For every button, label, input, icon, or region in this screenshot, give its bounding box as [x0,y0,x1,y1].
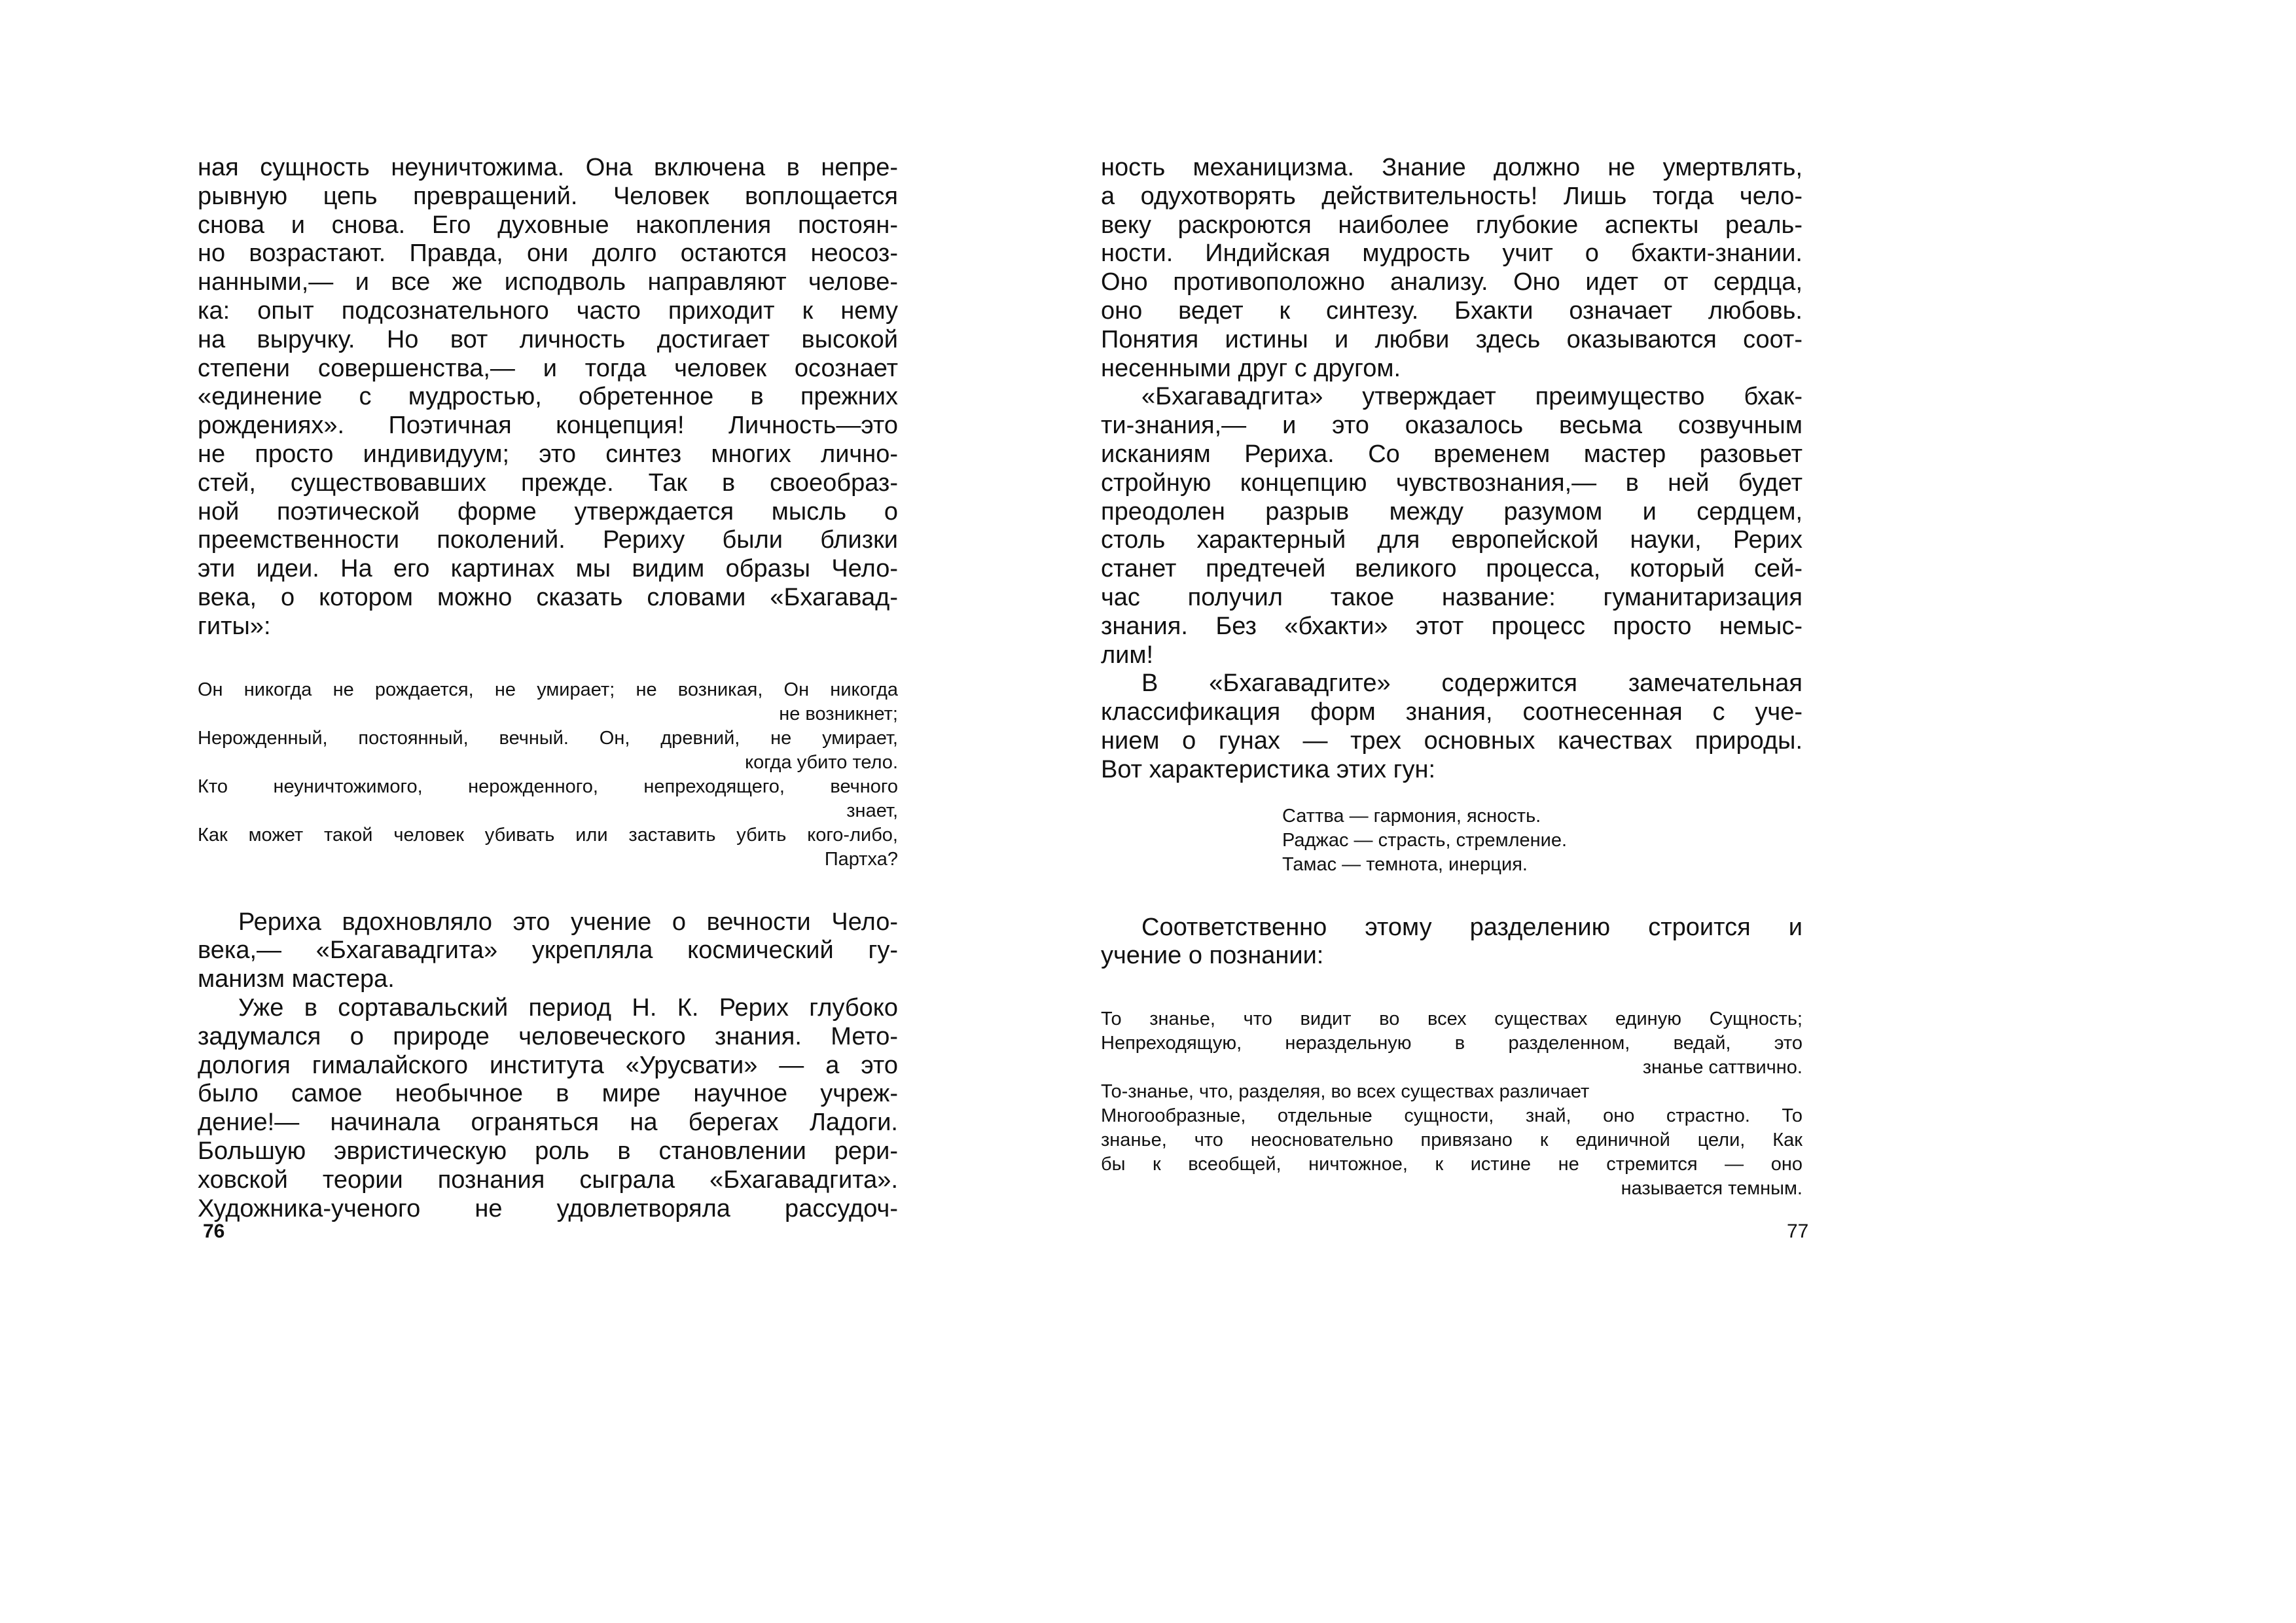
page-number-right: 77 [1787,1221,1809,1242]
text-line: задумался о природе человеческого знания. Мето- [198,1022,898,1050]
text-line: века, о котором можно сказать словами «Бхагавад- [198,583,898,611]
text-line: нанными,— и все же исподволь направляют челове- [198,268,898,296]
text-line: Соответственно этому разделению строится и [1141,913,1803,941]
text-line: Понятия истины и любви здесь оказываются соот- [1101,325,1803,353]
text-line: не просто индивидуум; это синтез многих лично- [198,440,898,468]
guna-item: Саттва — гармония, ясность. [1282,805,1541,827]
text-line: столь характерный для европейской науки, Рерих [1101,526,1803,554]
left-page [198,154,898,1223]
guna-item: Тамас — темнота, инерция. [1282,853,1528,875]
text-line: рывную цепь превращений. Человек воплощается [198,182,898,210]
right-paragraph-1 [1101,154,1803,383]
text-line: степени совершенства,— и тогда человек осознает [198,354,898,382]
text-line: веку раскроются наиболее глубокие аспекты реаль- [1101,211,1803,239]
guna-item: Раджас — страсть, стремление. [1282,829,1568,851]
verse-line: Нерожденный, постоянный, вечный. Он, древний, не умирает, [198,727,898,749]
verse-line: знанье, что неосновательно привязано к единичной цели, Как [1101,1130,1803,1151]
verse-line: Он никогда не рождается, не умирает; не возникая, Он никогда [198,679,898,700]
text-line: Оно противоположно анализу. Оно идет от сердца, [1101,268,1803,296]
text-line: манизм мастера. [198,965,395,993]
verse-line: когда убито тело. [745,751,898,773]
text-line: Большую эвристическую роль в становлении рери- [198,1137,898,1165]
text-line: станет предтечей великого процесса, который сей- [1101,555,1803,583]
text-line: ная сущность неуничтожима. Она включена в непре- [198,154,898,181]
verse-line: знанье саттвично. [1642,1057,1803,1079]
text-line: Рериха вдохновляло это учение о вечности Чело- [238,908,898,936]
text-line: рождениях». Поэтичная концепция! Личность—это [198,412,898,440]
verse-line: знает, [846,800,898,821]
text-line: несенными друг с другом. [1101,354,1401,382]
text-line: эти идеи. На его картинах мы видим образы Чело- [198,555,898,583]
text-line: оно ведет к синтезу. Бхакти означает любовь. [1101,296,1803,325]
text-line: исканиям Рериха. Со временем мастер разовьет [1101,440,1803,468]
page-number-left: 76 [203,1221,225,1242]
text-line: Вот характеристика этих гун: [1101,755,1436,783]
text-line: а одухотворять действительность! Лишь тогда чело- [1101,182,1803,210]
left-paragraph-2 [198,908,898,994]
right-paragraph-3 [1101,669,1803,784]
gunas-list [1101,804,1803,877]
verse-line: называется темным. [1621,1178,1803,1200]
verse-line: Как может такой человек убивать или заставить убить кого-либо, [198,824,898,846]
text-line: нием о гунах — трех основных качествах природы. [1101,726,1803,755]
text-line: ной поэтической форме утверждается мысль о [198,497,898,526]
text-line: стройную концепцию чувствознания,— в ней будет [1101,469,1803,497]
verse-line: Партха? [824,848,898,870]
text-line: преодолен разрыв между разумом и сердцем, [1101,497,1803,526]
text-line: стей, существовавших прежде. Так в своеобраз- [198,469,898,497]
text-line: час получил такое название: гуманитаризация [1101,583,1803,611]
text-line: ности. Индийская мудрость учит о бхакти-знании. [1101,240,1803,268]
text-line: Уже в сортавальский период Н. К. Рерих глубоко [238,993,898,1022]
text-line: ка: опыт подсознательного часто приходит к нему [198,296,898,325]
text-line: ти-знания,— и это оказалось весьма созвучным [1101,412,1803,440]
text-line: классификация форм знания, соотнесенная с уче- [1101,698,1803,726]
left-paragraph-3 [198,994,898,1223]
text-line: знания. Без «бхакти» этот процесс просто немыс- [1101,612,1803,640]
text-line: преемственности поколений. Рериху были близки [198,526,898,554]
verse-line: Многообразные, отдельные сущности, знай, оно страстно. То [1101,1105,1803,1127]
verse-line: Непреходящую, нераздельную в разделенном, ведай, это [1101,1033,1803,1054]
verse-line: не возникнет; [779,703,898,724]
left-paragraph-1 [198,154,898,641]
verse-line: Кто неуничтожимого, нерожденного, непреходящего, вечного [198,776,898,797]
knowledge-quote [1101,1007,1803,1201]
right-paragraph-4 [1101,914,1803,971]
text-line: на выручку. Но вот личность достигает высокой [198,325,898,353]
text-line: ховской теории познания сыграла «Бхагавадгита». [198,1166,898,1194]
text-line: «единение с мудростью, обретенное в прежних [198,383,898,411]
text-line: дение!— начинала ограняться на берегах Ладоги. [198,1109,898,1137]
verse-line: То знанье, что видит во всех существах единую Сущность; [1101,1008,1803,1030]
text-line: снова и снова. Его духовные накопления постоян- [198,211,898,239]
verse-line: бы к всеобщей, ничтожное, к истине не стремится — оно [1101,1154,1803,1175]
text-line: «Бхагавадгита» утверждает преимущество бхак- [1141,383,1803,411]
text-line: дология гималайского института «Урусвати» — а это [198,1051,898,1079]
text-line: гиты»: [198,612,271,640]
text-line: но возрастают. Правда, они долго остаются неосоз- [198,240,898,268]
verse-line: То-знанье, что, разделяя, во всех существах различает [1101,1081,1590,1103]
right-paragraph-2 [1101,383,1803,669]
text-line: Художника-ученого не удовлетворяла рассудоч- [198,1194,898,1222]
text-line: В «Бхагавадгите» содержится замечательная [1141,669,1803,698]
text-line: ность механицизма. Знание должно не умертвлять, [1101,154,1803,181]
text-line: было самое необычное в мире научное учреж- [198,1080,898,1108]
right-page [1101,154,1803,1201]
text-line: учение о познании: [1101,942,1324,970]
text-line: лим! [1101,641,1154,669]
text-line: века,— «Бхагавадгита» укрепляла космический гу- [198,936,898,965]
bhagavadgita-quote [198,678,898,872]
